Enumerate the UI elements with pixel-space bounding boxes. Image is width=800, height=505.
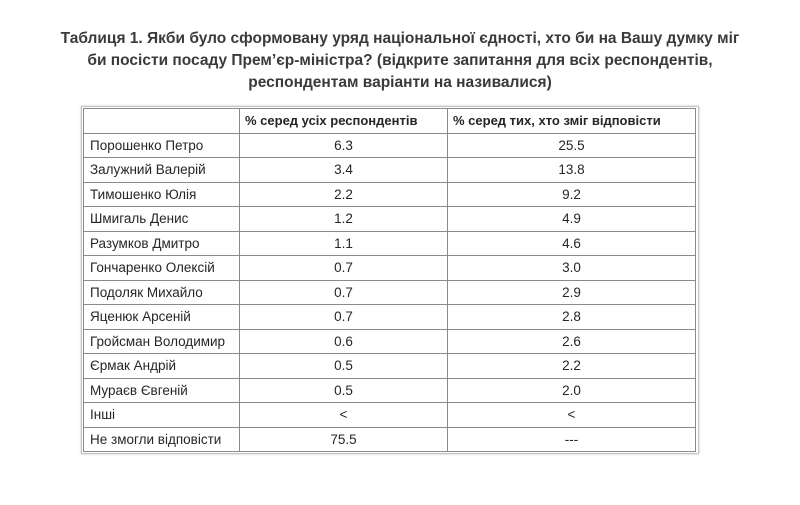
header-answered-respondents: % серед тих, хто зміг відповісти xyxy=(448,109,696,134)
row-all-respondents-cell: 1.1 xyxy=(240,231,448,256)
row-all-respondents-cell: 75.5 xyxy=(240,427,448,452)
row-all-respondents-cell: 0.5 xyxy=(240,354,448,379)
row-name-cell: Не змогли відповісти xyxy=(84,427,240,452)
row-name-cell: Тимошенко Юлія xyxy=(84,182,240,207)
table-row xyxy=(84,231,696,256)
row-all-respondents-cell: 0.5 xyxy=(240,378,448,403)
row-name-cell: Гончаренко Олексій xyxy=(84,256,240,281)
table-caption xyxy=(0,28,800,94)
table-row xyxy=(84,305,696,330)
row-all-respondents-cell: 0.7 xyxy=(240,280,448,305)
row-name-cell: Яценюк Арсеній xyxy=(84,305,240,330)
poll-results-table xyxy=(83,108,696,452)
row-name-cell: Інші xyxy=(84,403,240,428)
table-header-row xyxy=(84,109,696,134)
row-all-respondents-cell: 1.2 xyxy=(240,207,448,232)
row-answered-cell: 2.0 xyxy=(448,378,696,403)
row-name-cell: Гройсман Володимир xyxy=(84,329,240,354)
table-row xyxy=(84,378,696,403)
row-all-respondents-cell: 0.7 xyxy=(240,256,448,281)
table-row xyxy=(84,207,696,232)
row-answered-cell: 2.6 xyxy=(448,329,696,354)
row-answered-cell: 9.2 xyxy=(448,182,696,207)
row-name-cell: Порошенко Петро xyxy=(84,133,240,158)
row-name-cell: Подоляк Михайло xyxy=(84,280,240,305)
row-answered-cell: --- xyxy=(448,427,696,452)
row-answered-cell: 2.9 xyxy=(448,280,696,305)
row-name-cell: Разумков Дмитро xyxy=(84,231,240,256)
row-answered-cell: 2.2 xyxy=(448,354,696,379)
row-all-respondents-cell: 0.6 xyxy=(240,329,448,354)
row-answered-cell: 3.0 xyxy=(448,256,696,281)
header-name xyxy=(84,109,240,134)
row-all-respondents-cell: 6.3 xyxy=(240,133,448,158)
row-all-respondents-cell: 0.7 xyxy=(240,305,448,330)
table-row xyxy=(84,182,696,207)
row-name-cell: Шмигаль Денис xyxy=(84,207,240,232)
row-all-respondents-cell: 3.4 xyxy=(240,158,448,183)
table-row xyxy=(84,354,696,379)
row-answered-cell: 4.6 xyxy=(448,231,696,256)
row-answered-cell: 4.9 xyxy=(448,207,696,232)
row-all-respondents-cell: < xyxy=(240,403,448,428)
table-row xyxy=(84,403,696,428)
row-answered-cell: 25.5 xyxy=(448,133,696,158)
table-row xyxy=(84,256,696,281)
row-name-cell: Єрмак Андрій xyxy=(84,354,240,379)
caption-line-1: Таблиця 1. Якби було сформовану уряд національної єдності, хто би на Вашу думку міг xyxy=(60,30,740,47)
row-name-cell: Залужний Валерій xyxy=(84,158,240,183)
row-answered-cell: 13.8 xyxy=(448,158,696,183)
caption-line-2: би посісти посаду Прем’єр-міністра? (відкрите запитання для всіх респондентів, xyxy=(87,52,713,69)
row-name-cell: Мураєв Євгеній xyxy=(84,378,240,403)
caption-line-3: респондентам варіанти на називалися) xyxy=(248,74,552,91)
table-row xyxy=(84,280,696,305)
table-row xyxy=(84,133,696,158)
table-row xyxy=(84,329,696,354)
table-body xyxy=(84,133,696,452)
row-all-respondents-cell: 2.2 xyxy=(240,182,448,207)
table-row xyxy=(84,158,696,183)
row-answered-cell: < xyxy=(448,403,696,428)
header-all-respondents: % серед усіх респондентів xyxy=(240,109,448,134)
poll-table-frame xyxy=(81,106,699,454)
row-answered-cell: 2.8 xyxy=(448,305,696,330)
table-row xyxy=(84,427,696,452)
